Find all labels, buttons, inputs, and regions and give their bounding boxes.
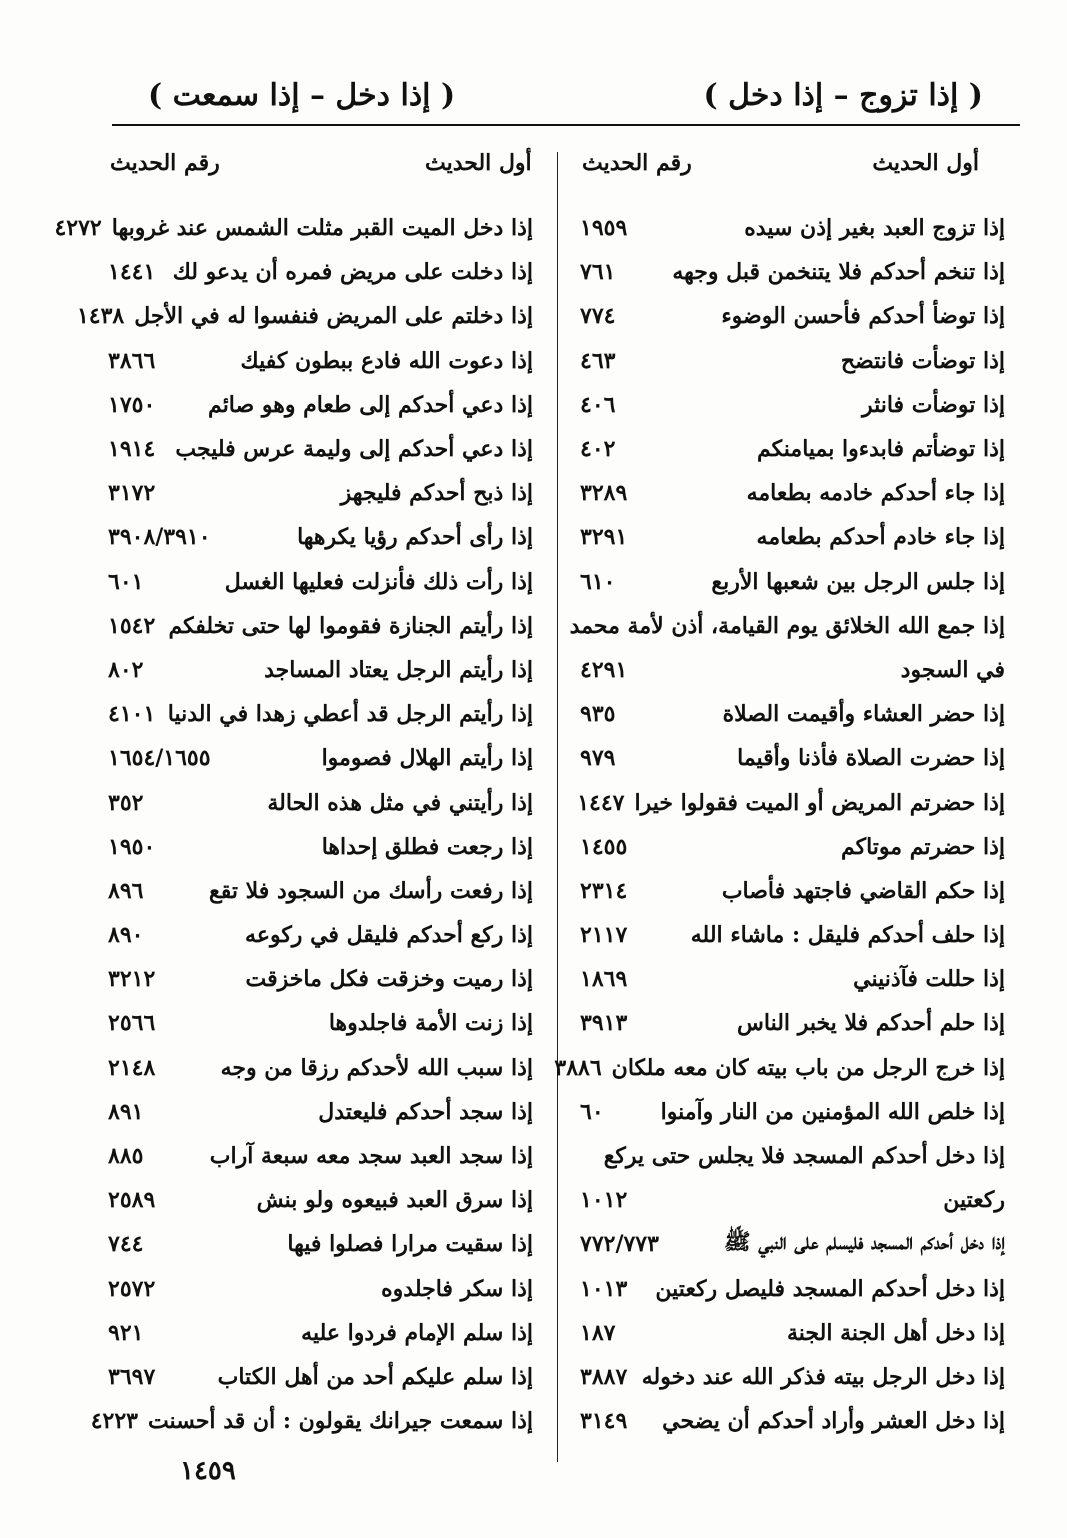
index-row	[108, 957, 533, 1001]
hadith-number: ٣٥٢	[108, 789, 144, 816]
hadith-number: ١٤٤١	[108, 259, 156, 286]
page-number: ١٤٥٩	[180, 1456, 236, 1486]
hadith-number: ٣٢١٢	[108, 966, 156, 993]
hadith-opening: إذا رميت وخزقت فكل ماخزقت	[245, 966, 533, 993]
hadith-opening: إذا توضأتم فابدءوا بميامنكم	[756, 436, 1005, 463]
index-row	[580, 339, 1005, 383]
header-right: ( إذا تزوج – إذا دخل )	[703, 78, 983, 113]
index-row	[108, 1222, 533, 1266]
hadith-number: ٣٨٨٦	[554, 1054, 602, 1081]
left-column-title: أول الحديث	[425, 150, 532, 176]
index-row	[580, 957, 1005, 1001]
hadith-number: ٣٢٨٩	[580, 480, 628, 507]
hadith-number: ٨٩١	[108, 1098, 144, 1125]
hadith-number: ١٧٥٠	[108, 391, 156, 418]
index-row	[580, 1311, 1005, 1355]
index-row	[108, 1178, 533, 1222]
hadith-opening: إذا توضأ أحدكم فأحسن الوضوء	[721, 303, 1005, 330]
hadith-opening: إذا سجد العبد سجد معه سبعة آراب	[209, 1143, 533, 1170]
index-row	[108, 1311, 533, 1355]
hadith-opening: إذا رجعت فطلق إحداها	[321, 833, 533, 860]
index-row	[108, 1046, 533, 1090]
index-row	[580, 206, 1005, 250]
right-column-number-title: رقم الحديث	[582, 150, 692, 176]
hadith-opening: إذا سمعت جيرانك يقولون : أن قد أحسنت	[147, 1408, 533, 1435]
hadith-opening: إذا خلص الله المؤمنين من النار وآمنوا	[660, 1098, 1005, 1125]
index-row	[554, 1046, 1005, 1090]
index-row	[580, 1134, 1005, 1178]
index-row	[108, 692, 533, 736]
index-row	[76, 294, 533, 338]
hadith-number: ٤٠٦	[580, 391, 616, 418]
hadith-opening: إذا حضرتم موتاكم	[840, 833, 1005, 860]
right-index-column	[554, 206, 1005, 1443]
hadith-number: ١٩٥٠	[108, 833, 156, 860]
hadith-opening: إذا سلم الإمام فردوا عليه	[301, 1319, 533, 1346]
hadith-opening: إذا دخل أهل الجنة الجنة	[787, 1319, 1005, 1346]
hadith-number: ٤٠٢	[580, 436, 616, 463]
hadith-opening: إذا ركع أحدكم فليقل في ركوعه	[245, 922, 533, 949]
index-row	[580, 383, 1005, 427]
hadith-opening: إذا سجد أحدكم فليعتدل	[318, 1098, 533, 1125]
index-row	[580, 648, 1005, 692]
hadith-number: ٣١٧٢	[108, 480, 156, 507]
hadith-number: ١٦٥٤/١٦٥٥	[108, 745, 211, 772]
hadith-number: ٦٠١	[108, 568, 144, 595]
index-row	[108, 339, 533, 383]
hadith-number: ٣٩٠٨/٣٩١٠	[108, 524, 211, 551]
hadith-number: ٧٦١	[580, 259, 616, 286]
hadith-number: ٧٧٢/٧٧٣	[580, 1231, 659, 1258]
index-row	[580, 869, 1005, 913]
hadith-number: ٣٨٨٧	[580, 1363, 628, 1390]
index-row	[108, 604, 533, 648]
hadith-opening: إذا رأيتم الهلال فصوموا	[321, 745, 533, 772]
hadith-opening: إذا توضأت فانتضح	[840, 347, 1005, 374]
hadith-number: ٤١٠١	[108, 701, 156, 728]
header-rule	[112, 124, 1020, 126]
hadith-opening: إذا تنخم أحدكم فلا يتنخمن قبل وجهه	[672, 259, 1005, 286]
index-row	[108, 515, 533, 559]
hadith-number: ٤٢٧٢	[54, 215, 102, 242]
hadith-opening: إذا دخلت على مريض فمره أن يدعو لك	[172, 259, 533, 286]
hadith-opening: إذا جاء خادم أحدكم بطعامه	[756, 524, 1005, 551]
column-divider	[557, 152, 558, 1462]
hadith-number: ٤٢٩١	[580, 656, 628, 683]
index-row	[580, 1178, 1005, 1222]
index-row	[580, 913, 1005, 957]
hadith-opening: إذا حكم القاضي فاجتهد فأصاب	[721, 877, 1005, 904]
hadith-opening: إذا دخل الميت القبر مثلت الشمس عند غروبها	[111, 215, 533, 242]
hadith-number: ١٩٥٩	[580, 215, 628, 242]
hadith-opening: إذا رأى أحدكم رؤيا يكرهها	[297, 524, 533, 551]
hadith-number: ٣٨٦٦	[108, 347, 156, 374]
left-index-column	[54, 206, 533, 1443]
index-row	[580, 736, 1005, 780]
hadith-opening: إذا سقيت مرارا فصلوا فيها	[287, 1231, 533, 1258]
hadith-number: ٩٧٩	[580, 745, 616, 772]
index-row	[90, 1399, 533, 1443]
hadith-opening: إذا دخل أحدكم المسجد فلا يجلس حتى يركع	[603, 1143, 1005, 1170]
index-row	[108, 383, 533, 427]
hadith-opening: إذا حضر العشاء وأقيمت الصلاة	[722, 701, 1005, 728]
hadith-opening: في السجود	[900, 656, 1005, 683]
index-row	[580, 1355, 1005, 1399]
index-row	[108, 913, 533, 957]
index-row	[108, 869, 533, 913]
index-row	[108, 1134, 533, 1178]
index-row	[569, 604, 1005, 648]
hadith-opening: ركعتين	[943, 1187, 1005, 1214]
index-row	[580, 294, 1005, 338]
index-row	[108, 1267, 533, 1311]
hadith-number: ٣٦٩٧	[108, 1363, 156, 1390]
hadith-number: ١٠١٢	[580, 1187, 628, 1214]
hadith-number: ٢١١٧	[580, 922, 628, 949]
hadith-opening: إذا دخل العشر وأراد أحدكم أن يضحي	[662, 1408, 1005, 1435]
hadith-number: ٧٧٤	[580, 303, 616, 330]
hadith-number: ٣١٤٩	[580, 1408, 628, 1435]
hadith-number: ١٤٥٥	[580, 833, 628, 860]
left-column-number-title: رقم الحديث	[110, 150, 220, 176]
right-column-title: أول الحديث	[872, 150, 979, 176]
hadith-number: ٦٠	[580, 1098, 604, 1125]
hadith-opening: إذا رأيتم الجنازة فقوموا لها حتى تخلفكم	[168, 612, 533, 639]
hadith-number: ٣٢٩١	[580, 524, 628, 551]
hadith-number: ٢٣١٤	[580, 877, 628, 904]
header-left: ( إذا دخل – إذا سمعت )	[148, 78, 456, 113]
index-row	[108, 427, 533, 471]
index-row	[580, 1222, 1005, 1266]
index-row	[580, 1001, 1005, 1045]
hadith-opening: إذا سبب الله لأحدكم رزقا من وجه	[220, 1054, 533, 1081]
hadith-opening: إذا حللت فآذنيني	[853, 966, 1005, 993]
hadith-number: ٩٢١	[108, 1319, 144, 1346]
index-row	[108, 1001, 533, 1045]
hadith-opening: إذا حلف أحدكم فليقل : ماشاء الله	[690, 922, 1005, 949]
hadith-opening: إذا حضرتم المريض أو الميت فقولوا خيرا	[634, 789, 1005, 816]
hadith-opening: إذا سرق العبد فبيعوه ولو بنش	[256, 1187, 533, 1214]
index-row	[108, 250, 533, 294]
index-row	[108, 560, 533, 604]
hadith-number: ٧٤٤	[108, 1231, 144, 1258]
hadith-number: ٨٨٥	[108, 1143, 144, 1170]
hadith-number: ٨٠٢	[108, 656, 144, 683]
hadith-number: ٢١٤٨	[108, 1054, 156, 1081]
hadith-number: ٨٩٠	[108, 922, 144, 949]
hadith-opening: إذا زنت الأمة فاجلدوها	[328, 1010, 533, 1037]
hadith-opening: إذا دعوت الله فادع ببطون كفيك	[240, 347, 533, 374]
hadith-opening: إذا دعي أحدكم إلى وليمة عرس فليجب	[175, 436, 533, 463]
hadith-number: ١٠١٣	[580, 1275, 628, 1302]
index-row	[580, 1090, 1005, 1134]
hadith-opening: إذا دعي أحدكم إلى طعام وهو صائم	[208, 391, 533, 418]
hadith-number: ١٤٤٧	[577, 789, 625, 816]
index-row	[580, 471, 1005, 515]
hadith-number: ١٤٣٨	[76, 303, 125, 330]
hadith-number: ١٥٤٢	[108, 612, 156, 639]
index-row	[580, 1267, 1005, 1311]
hadith-opening: إذا سكر فاجلدوه	[381, 1275, 533, 1302]
hadith-opening: إذا رفعت رأسك من السجود فلا تقع	[209, 877, 533, 904]
hadith-number: ١٨٧	[580, 1319, 616, 1346]
index-row	[108, 736, 533, 780]
hadith-number: ٩٣٥	[580, 701, 616, 728]
hadith-opening: إذا رأت ذلك فأنزلت فعليها الغسل	[224, 568, 533, 595]
hadith-number: ٣٩١٣	[580, 1010, 628, 1037]
hadith-opening: إذا جمع الله الخلائق يوم القيامة، أذن لأمة محمد	[569, 612, 1005, 639]
hadith-opening: إذا رأيتم الرجل يعتاد المساجد	[264, 656, 533, 683]
hadith-opening: إذا دخلتم على المريض فنفسوا له في الأجل	[134, 303, 533, 330]
index-row	[108, 825, 533, 869]
index-row	[580, 560, 1005, 604]
hadith-opening: إذا دخل أحدكم المسجد فليصل ركعتين	[655, 1275, 1005, 1302]
index-row	[580, 515, 1005, 559]
hadith-opening: إذا حلم أحدكم فلا يخبر الناس	[737, 1010, 1005, 1037]
hadith-number: ١٩١٤	[108, 436, 156, 463]
index-row	[577, 780, 1005, 824]
index-row	[108, 1355, 533, 1399]
hadith-number: ٤٦٣	[580, 347, 616, 374]
index-row	[580, 692, 1005, 736]
hadith-number: ٤٢٢٣	[90, 1408, 138, 1435]
index-row	[54, 206, 533, 250]
hadith-opening: إذا حضرت الصلاة فأذنا وأقيما	[737, 745, 1005, 772]
hadith-number: ٢٥٧٢	[108, 1275, 156, 1302]
hadith-opening: إذا رأيتني في مثل هذه الحالة	[267, 789, 533, 816]
index-row	[108, 1090, 533, 1134]
index-row	[580, 250, 1005, 294]
hadith-opening: إذا جاء أحدكم خادمه بطعامه	[746, 480, 1005, 507]
hadith-opening: إذا جلس الرجل بين شعبها الأربع	[711, 568, 1005, 595]
hadith-opening: إذا توضأت فانثر	[861, 391, 1005, 418]
index-row	[580, 825, 1005, 869]
hadith-opening: إذا سلم عليكم أحد من أهل الكتاب	[217, 1363, 533, 1390]
index-row	[580, 427, 1005, 471]
index-row	[108, 648, 533, 692]
index-row	[108, 780, 533, 824]
hadith-opening: إذا خرج الرجل من باب بيته كان معه ملكان	[611, 1054, 1005, 1081]
hadith-opening: إذا ذبح أحدكم فليجهز	[340, 480, 533, 507]
hadith-number: ٨٩٦	[108, 877, 144, 904]
hadith-number: ١٨٦٩	[580, 966, 628, 993]
hadith-opening: إذا دخل أحدكم المسجد فليسلم على النبي ﷺ	[723, 1229, 1005, 1256]
hadith-number: ٢٥٨٩	[108, 1187, 156, 1214]
index-row	[108, 471, 533, 515]
hadith-opening: إذا دخل الرجل بيته فذكر الله عند دخوله	[641, 1363, 1005, 1390]
hadith-opening: إذا رأيتم الرجل قد أعطي زهدا في الدنيا	[167, 701, 533, 728]
hadith-opening: إذا تزوج العبد بغير إذن سيده	[744, 215, 1005, 242]
index-row	[580, 1399, 1005, 1443]
hadith-number: ٦١٠	[580, 568, 616, 595]
hadith-number: ٢٥٦٦	[108, 1010, 156, 1037]
